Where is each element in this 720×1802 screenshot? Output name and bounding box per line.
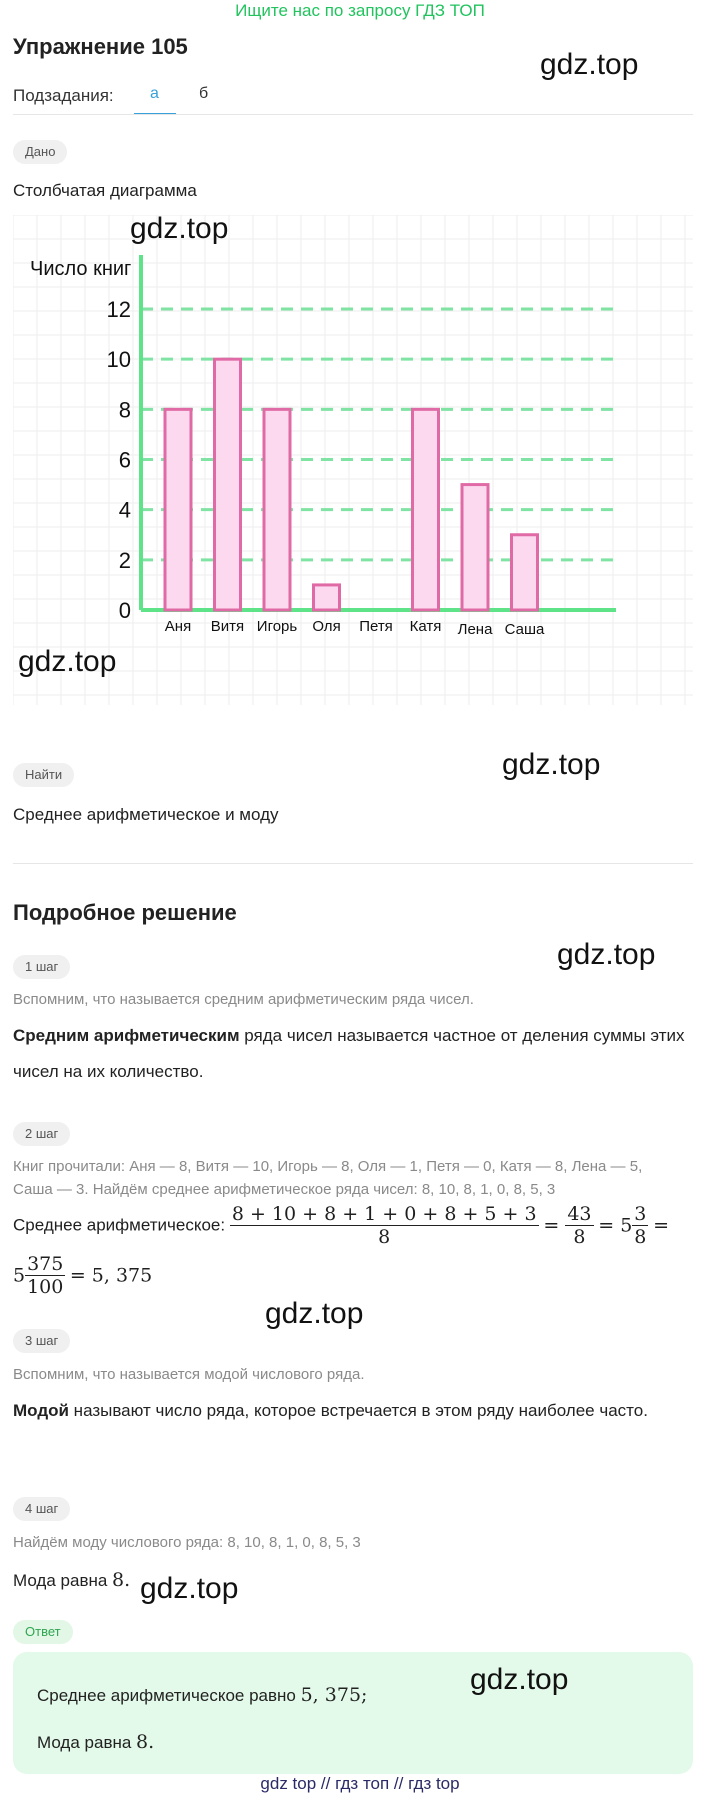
mean-formula-line2: [13, 1253, 152, 1299]
mixed-whole: 5: [13, 1264, 26, 1287]
x-tick-label: Катя: [409, 618, 442, 635]
mean-result: = 5, 375: [69, 1264, 153, 1287]
subtasks-label: Подзадания:: [13, 86, 114, 105]
footer-links[interactable]: gdz top // гдз топ // гдз top: [260, 1774, 460, 1793]
bar-7: [462, 485, 488, 610]
bar-chart: [13, 215, 693, 705]
bar-4: [314, 585, 340, 610]
step1-rest: ряда чисел называется частное от деления суммы этих чисел на их количество.: [13, 1026, 685, 1081]
mode-value: 8.: [112, 1569, 131, 1591]
fraction-denominator: 8: [230, 1225, 539, 1248]
bar-3: [264, 409, 290, 610]
mean-formula-line1: Среднее арифметическое: $\frac{8 + 10 + 8 + 1 + 0 + 8 + 5 + 3}{8}$ = $\frac{43}{8}$ = 5 $\frac{3}{8}$ =: [13, 1203, 670, 1248]
answer-mode-value: 8.: [136, 1731, 155, 1753]
step2-muted-line1: Книг прочитали: Аня — 8, Витя — 10, Игорь — 8, Оля — 1, Петя — 0, Катя — 8, Лена — 5,: [13, 1158, 643, 1175]
fraction-3-8: [632, 1203, 648, 1248]
step1-pill: 1 шаг: [13, 955, 70, 979]
fraction-denominator: 8: [634, 1226, 647, 1248]
mixed-whole: 5: [620, 1214, 633, 1237]
mean-label: Среднее арифметическое:: [13, 1215, 226, 1235]
fraction-denominator: 8: [565, 1225, 593, 1248]
step3-bold-term: Модой: [13, 1401, 69, 1420]
answer-mode: [37, 1731, 154, 1753]
answer-mean-value: 5, 375;: [300, 1684, 368, 1706]
x-tick-label: Витя: [210, 618, 245, 635]
x-tick-label: Саша: [504, 621, 545, 638]
y-tick-label: 2: [118, 547, 131, 573]
watermark: gdz.top: [265, 1297, 364, 1330]
fraction-375-100: [25, 1253, 65, 1298]
step3-rest: называют число ряда, которое встречается в этом ряду наиболее часто.: [68, 1401, 648, 1420]
y-axis-label: Число книг: [30, 258, 132, 280]
top-banner[interactable]: Ищите нас по запросу ГДЗ ТОП: [235, 1, 485, 20]
watermark: gdz.top: [540, 48, 639, 81]
answer-mean: [37, 1684, 367, 1706]
y-tick-label: 6: [118, 447, 131, 473]
tab-subtask-a[interactable]: а: [150, 85, 159, 102]
bar-8: [512, 535, 538, 610]
step1-muted: Вспомним, что называется средним арифметическим ряда чисел.: [13, 991, 474, 1008]
given-pill: Дано: [13, 140, 67, 164]
divider: [13, 863, 693, 864]
watermark: gdz.top: [470, 1663, 569, 1696]
x-tick-label: Игорь: [256, 618, 298, 635]
divider: [13, 114, 693, 115]
fraction-sum: [230, 1203, 539, 1248]
watermark: gdz.top: [140, 1572, 239, 1605]
watermark: gdz.top: [502, 748, 601, 781]
watermark: gdz.top: [18, 645, 117, 678]
fraction-numerator: 3: [634, 1203, 647, 1225]
page-title: Упражнение 105: [13, 34, 188, 59]
step4-mode: [13, 1569, 130, 1591]
watermark: gdz.top: [557, 938, 656, 971]
bar-6: [413, 409, 439, 610]
x-tick-label: Оля: [312, 618, 341, 635]
y-tick-label: 4: [118, 497, 131, 523]
find-pill: Найти: [13, 763, 74, 787]
fraction-numerator: 43: [567, 1203, 592, 1225]
step3-definition: [13, 1393, 698, 1429]
step2-pill: 2 шаг: [13, 1122, 70, 1146]
y-tick-label: 8: [118, 397, 131, 423]
find-text: Среднее арифметическое и моду: [13, 805, 279, 824]
fraction-numerator: 8 + 10 + 8 + 1 + 0 + 8 + 5 + 3: [231, 1203, 537, 1225]
answer-mean-prefix: Среднее арифметическое равно: [37, 1686, 301, 1705]
step3-pill: 3 шаг: [13, 1329, 70, 1353]
bar-chart-svg: [13, 215, 693, 705]
step3-muted: Вспомним, что называется модой числового ряда.: [13, 1366, 365, 1383]
x-tick-label: Лена: [457, 621, 493, 638]
y-tick-label: 10: [106, 347, 131, 373]
solution-heading: Подробное решение: [13, 900, 237, 925]
fraction-denominator: 100: [27, 1276, 64, 1298]
answer-pill: Ответ: [13, 1620, 73, 1644]
x-tick-label: Петя: [359, 618, 393, 635]
step4-pill: 4 шаг: [13, 1497, 70, 1521]
y-tick-label: 12: [106, 297, 131, 322]
step1-bold-term: Средним арифметическим: [13, 1026, 240, 1045]
y-tick-label: 0: [118, 598, 131, 623]
step1-definition: [13, 1018, 698, 1090]
bar-1: [165, 409, 191, 610]
tab-subtask-b[interactable]: б: [199, 85, 209, 102]
x-tick-label: Аня: [164, 618, 192, 635]
given-text: Столбчатая диаграмма: [13, 181, 197, 200]
watermark: gdz.top: [130, 212, 229, 245]
bar-2: [215, 359, 241, 610]
fraction-numerator: 375: [27, 1253, 64, 1275]
answer-mode-prefix: Мода равна: [37, 1733, 137, 1752]
step4-muted: Найдём моду числового ряда: 8, 10, 8, 1, 0, 8, 5, 3: [13, 1534, 361, 1551]
fraction-43-8: [565, 1203, 593, 1248]
mode-prefix: Мода равна: [13, 1571, 113, 1590]
answer-box: [13, 1652, 693, 1774]
step2-muted-line2: Саша — 3. Найдём среднее арифметическое ряда чисел: 8, 10, 8, 1, 0, 8, 5, 3: [13, 1181, 556, 1198]
